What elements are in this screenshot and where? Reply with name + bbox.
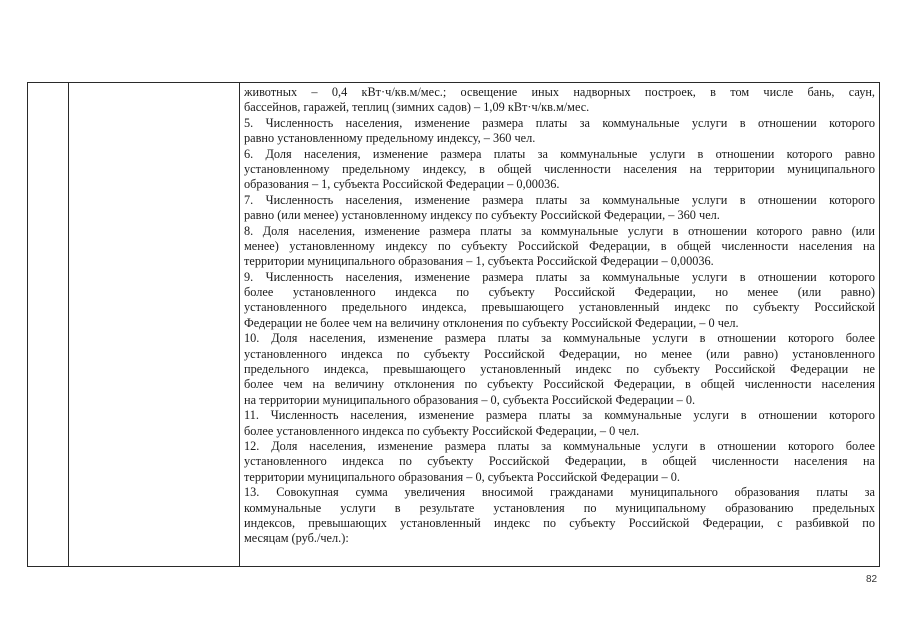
column-divider <box>239 83 240 566</box>
text-line: 12. Доля населения, изменение размера платы за коммунальные услуги в отношении которого более <box>244 438 875 453</box>
page-number: 82 <box>866 574 878 585</box>
text-line: более установленного индекса по субъекту Российской Федерации, – 0 чел. <box>244 423 640 438</box>
text-line: 5. Численность населения, изменение размера платы за коммунальные услуги в отношении которого <box>244 115 875 130</box>
text-line: равно установленному предельному индексу, – 360 чел. <box>244 131 536 146</box>
text-line: предельного индекса, превышающего установленный индекс по субъекту Российской Федерации не <box>244 362 875 377</box>
text-line: 10. Доля населения, изменение размера платы за коммунальные услуги в отношении которого более <box>244 331 875 346</box>
text-line: коммунальные услуги в результате установления по муниципальному образованию предельных <box>244 500 875 515</box>
text-line: установленного индекса по субъекту Российской Федерации, в общей численности населения на <box>244 454 875 469</box>
text-line: менее) установленному индексу по субъекту Российской Федерации, в общей численности населения на <box>244 238 875 253</box>
text-line: равно (или менее) установленному индексу по субъекту Российской Федерации, – 360 чел. <box>244 208 720 223</box>
text-line: бассейнов, гаражей, теплиц (зимних садов) – 1,09 кВт·ч/кв.м/мес. <box>244 100 590 115</box>
text-line: территории муниципального образования – 0, субъекта Российской Федерации – 0. <box>244 469 680 484</box>
text-line: 7. Численность населения, изменение размера платы за коммунальные услуги в отношении которого <box>244 192 875 207</box>
document-table <box>27 82 880 567</box>
text-line: более чем на величину отклонения по субъекту Российской Федерации, в общей численности населения <box>244 377 875 392</box>
column-divider <box>68 83 69 566</box>
text-line: месяцам (руб./чел.): <box>244 531 349 546</box>
text-line: более установленного индекса по субъекту Российской Федерации, но менее (или равно) <box>244 285 875 300</box>
text-line: 13. Совокупная сумма увеличения вносимой гражданами муниципального образования платы за <box>244 485 875 500</box>
text-line: 9. Численность населения, изменение размера платы за коммунальные услуги в отношении которого <box>244 269 875 284</box>
text-line: образования – 1, субъекта Российской Федерации – 0,00036. <box>244 177 560 192</box>
text-line: 11. Численность населения, изменение размера платы за коммунальные услуги в отношении которого <box>244 408 875 423</box>
text-line: 8. Доля населения, изменение размера платы за коммунальные услуги в отношении которого равно (или <box>244 223 875 238</box>
text-line: установленному предельному индексу, в общей численности населения на территории муниципального <box>244 161 875 176</box>
text-line: 6. Доля населения, изменение размера платы за коммунальные услуги в отношении которого равно <box>244 146 875 161</box>
text-line: на территории муниципального образования – 0, субъекта Российской Федерации – 0. <box>244 392 696 407</box>
text-line: индексов, превышающих установленный индекс по субъекту Российской Федерации, с разбивкой по <box>244 515 875 530</box>
text-line: Федерации не более чем на величину отклонения по субъекту Российской Федерации, – 0 чел. <box>244 315 739 330</box>
text-line: территории муниципального образования – 1, субъекта Российской Федерации – 0,00036. <box>244 254 714 269</box>
text-line: установленного индекса по субъекту Российской Федерации, но менее (или равно) установленного <box>244 346 875 361</box>
text-line: установленного предельного индекса, превышающего установленный индекс по субъекту Российской <box>244 300 875 315</box>
text-cell <box>244 85 875 566</box>
text-line: животных – 0,4 кВт·ч/кв.м/мес.; освещение иных надворных построек, в том числе бань, саун, <box>244 85 875 99</box>
